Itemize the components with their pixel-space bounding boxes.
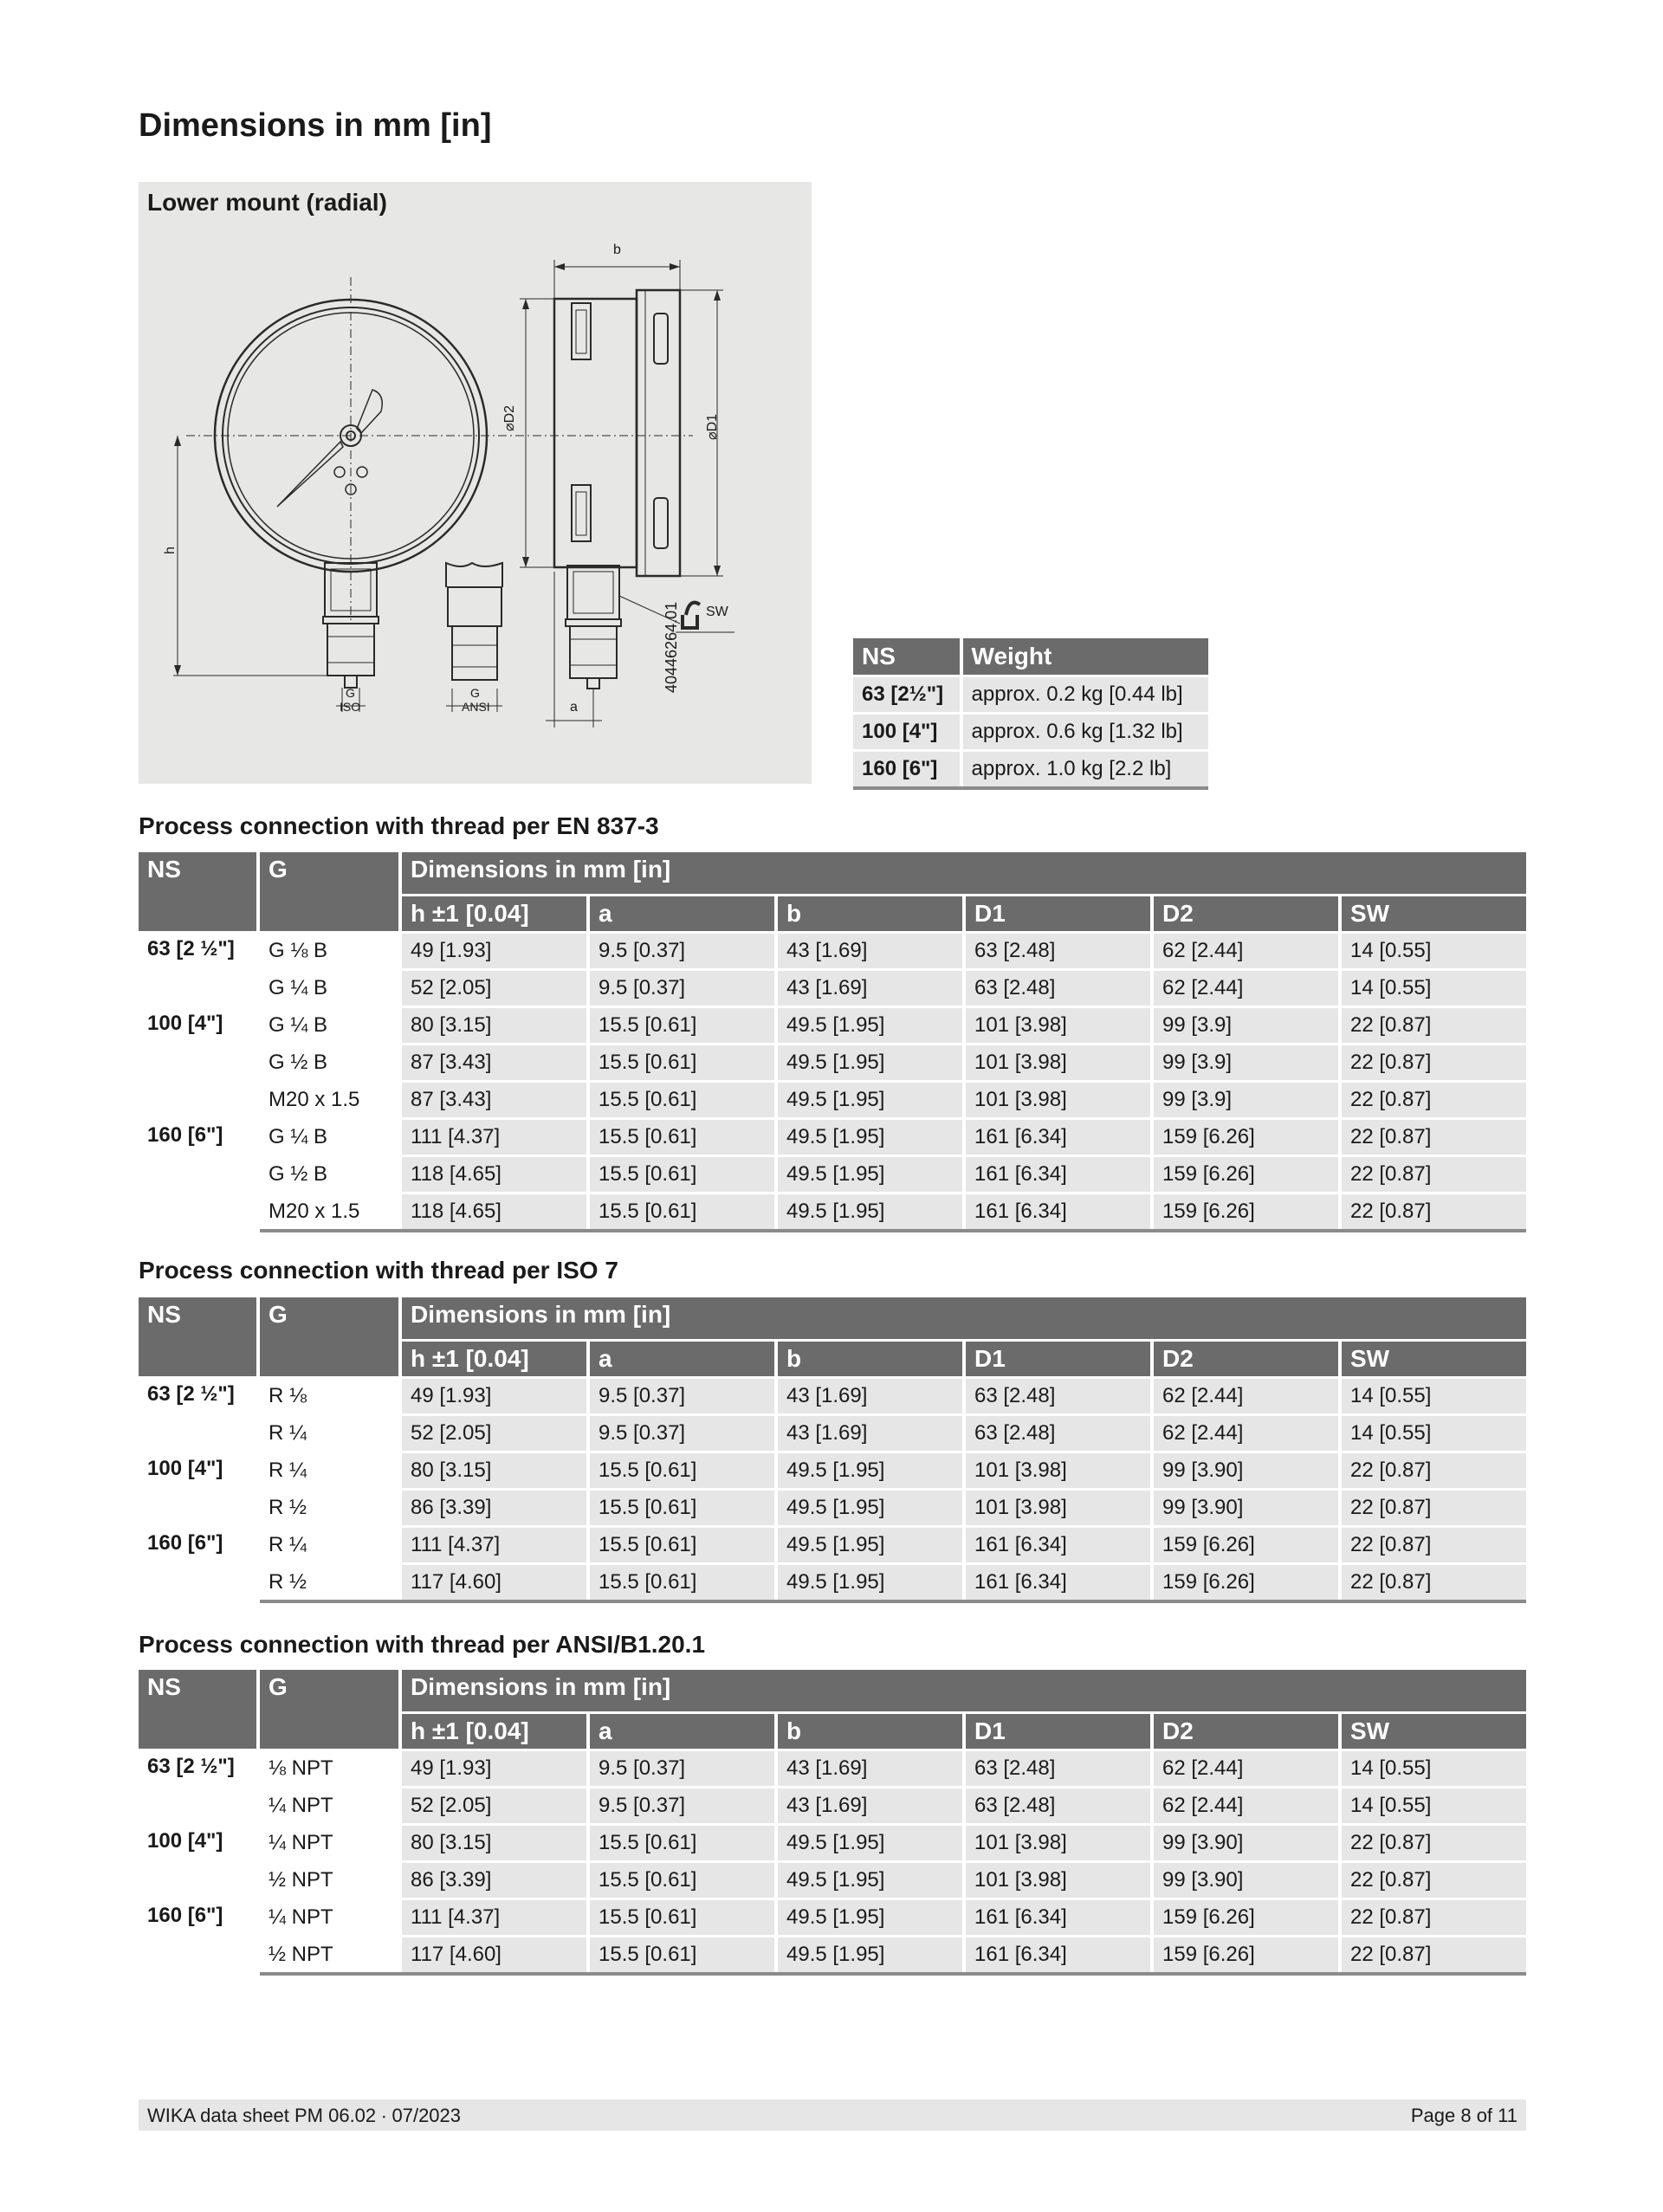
d2-cell: 159 [6.26] xyxy=(1152,1564,1340,1602)
label-d2: ⌀D2 xyxy=(502,404,517,431)
g-cell: ¼ NPT xyxy=(258,1788,400,1825)
table-row xyxy=(139,1193,1526,1232)
b-cell: 49.5 [1.95] xyxy=(776,1862,964,1899)
d2-cell: 99 [3.90] xyxy=(1152,1490,1340,1527)
g-cell: ½ NPT xyxy=(258,1862,400,1899)
ns-cell: 100 [4"] xyxy=(139,1452,258,1527)
d1-cell: 101 [3.98] xyxy=(964,1825,1152,1862)
d2-cell: 99 [3.90] xyxy=(1152,1825,1340,1862)
label-sw: SW xyxy=(706,605,728,619)
gauge-front-view xyxy=(173,277,693,712)
table-row xyxy=(139,1564,1526,1602)
ns-cell: 63 [2 ½"] xyxy=(139,933,258,1007)
table-row xyxy=(139,1490,1526,1527)
sw-cell: 22 [0.87] xyxy=(1340,1452,1526,1490)
b-cell: 49.5 [1.95] xyxy=(776,1527,964,1564)
table-row xyxy=(139,1007,1526,1045)
header-a: a xyxy=(588,896,776,933)
header-h: h ±1 [0.04] xyxy=(400,1713,588,1750)
label-h: h xyxy=(163,547,178,554)
header-g: G xyxy=(258,852,400,933)
h-cell: 80 [3.15] xyxy=(400,1007,588,1045)
section-title-iso7: Process connection with thread per ISO 7 xyxy=(139,1257,618,1284)
g-cell: G ½ B xyxy=(258,1156,400,1193)
h-cell: 111 [4.37] xyxy=(400,1527,588,1564)
b-cell: 43 [1.69] xyxy=(776,1378,964,1415)
b-cell: 49.5 [1.95] xyxy=(776,1119,964,1156)
d1-cell: 101 [3.98] xyxy=(964,1007,1152,1045)
table-row xyxy=(139,1788,1526,1825)
label-g-ansi: G xyxy=(470,686,480,700)
sw-cell: 22 [0.87] xyxy=(1340,1082,1526,1119)
d1-cell: 161 [6.34] xyxy=(964,1937,1152,1975)
ns-cell: 100 [4"] xyxy=(139,1007,258,1119)
sw-cell: 22 [0.87] xyxy=(1340,1193,1526,1232)
header-h: h ±1 [0.04] xyxy=(400,896,588,933)
dimension-table-iso7 xyxy=(139,1297,1526,1603)
label-a: a xyxy=(570,700,578,715)
h-cell: 118 [4.65] xyxy=(400,1193,588,1232)
a-cell: 15.5 [0.61] xyxy=(588,1452,776,1490)
d2-cell: 62 [2.44] xyxy=(1152,1415,1340,1452)
sw-cell: 22 [0.87] xyxy=(1340,1007,1526,1045)
weight-table xyxy=(853,638,1208,790)
weight-header-weight: Weight xyxy=(961,638,1208,676)
a-cell: 15.5 [0.61] xyxy=(588,1193,776,1232)
g-cell: M20 x 1.5 xyxy=(258,1193,400,1232)
weight-value: approx. 0.2 kg [0.44 lb] xyxy=(961,676,1208,714)
b-cell: 49.5 [1.95] xyxy=(776,1825,964,1862)
d2-cell: 99 [3.90] xyxy=(1152,1862,1340,1899)
a-cell: 15.5 [0.61] xyxy=(588,1937,776,1975)
sw-cell: 22 [0.87] xyxy=(1340,1045,1526,1082)
sw-cell: 22 [0.87] xyxy=(1340,1825,1526,1862)
table-row xyxy=(139,1825,1526,1862)
h-cell: 49 [1.93] xyxy=(400,933,588,970)
sw-cell: 14 [0.55] xyxy=(1340,933,1526,970)
g-cell: ¼ NPT xyxy=(258,1899,400,1937)
d2-cell: 99 [3.9] xyxy=(1152,1007,1340,1045)
gauge-side-view xyxy=(520,260,734,728)
ns-cell: 100 [4"] xyxy=(139,1825,258,1899)
sw-cell: 22 [0.87] xyxy=(1340,1899,1526,1937)
header-ns: NS xyxy=(139,1670,258,1750)
table-row xyxy=(139,970,1526,1007)
section-title-ansi: Process connection with thread per ANSI/B1.20.1 xyxy=(139,1631,706,1658)
d1-cell: 161 [6.34] xyxy=(964,1527,1152,1564)
footer-document-id: WIKA data sheet PM 06.02 ∙ 07/2023 xyxy=(147,2105,462,2126)
a-cell: 15.5 [0.61] xyxy=(588,1825,776,1862)
d1-cell: 63 [2.48] xyxy=(964,933,1152,970)
section-title-en837: Process connection with thread per EN 837-3 xyxy=(139,812,659,839)
d1-cell: 63 [2.48] xyxy=(964,1788,1152,1825)
g-cell: M20 x 1.5 xyxy=(258,1082,400,1119)
d1-cell: 63 [2.48] xyxy=(964,970,1152,1007)
header-b: b xyxy=(776,896,964,933)
sw-cell: 22 [0.87] xyxy=(1340,1119,1526,1156)
sw-cell: 22 [0.87] xyxy=(1340,1156,1526,1193)
h-cell: 117 [4.60] xyxy=(400,1937,588,1975)
h-cell: 87 [3.43] xyxy=(400,1045,588,1082)
weight-value: approx. 1.0 kg [2.2 lb] xyxy=(961,751,1208,789)
d2-cell: 62 [2.44] xyxy=(1152,1378,1340,1415)
dimension-table-en837 xyxy=(139,852,1526,1232)
table-row xyxy=(139,1452,1526,1490)
h-cell: 80 [3.15] xyxy=(400,1452,588,1490)
d1-cell: 101 [3.98] xyxy=(964,1082,1152,1119)
g-cell: R ½ xyxy=(258,1490,400,1527)
b-cell: 49.5 [1.95] xyxy=(776,1007,964,1045)
page-footer xyxy=(139,2099,1526,2131)
b-cell: 43 [1.69] xyxy=(776,1415,964,1452)
header-d2: D2 xyxy=(1152,1713,1340,1750)
g-cell: R ¼ xyxy=(258,1527,400,1564)
d1-cell: 161 [6.34] xyxy=(964,1119,1152,1156)
table-row xyxy=(139,1156,1526,1193)
a-cell: 15.5 [0.61] xyxy=(588,1862,776,1899)
weight-header-ns: NS xyxy=(853,638,961,676)
h-cell: 86 [3.39] xyxy=(400,1490,588,1527)
sw-cell: 22 [0.87] xyxy=(1340,1862,1526,1899)
d1-cell: 161 [6.34] xyxy=(964,1899,1152,1937)
table-row xyxy=(139,1862,1526,1899)
d2-cell: 62 [2.44] xyxy=(1152,1788,1340,1825)
d2-cell: 99 [3.9] xyxy=(1152,1082,1340,1119)
h-cell: 118 [4.65] xyxy=(400,1156,588,1193)
dimension-drawing xyxy=(139,182,812,784)
h-cell: 49 [1.93] xyxy=(400,1378,588,1415)
b-cell: 49.5 [1.95] xyxy=(776,1193,964,1232)
table-row xyxy=(853,714,1208,751)
b-cell: 49.5 [1.95] xyxy=(776,1899,964,1937)
table-row xyxy=(853,676,1208,714)
table-row xyxy=(853,751,1208,789)
header-d1: D1 xyxy=(964,1341,1152,1378)
b-cell: 43 [1.69] xyxy=(776,933,964,970)
h-cell: 86 [3.39] xyxy=(400,1862,588,1899)
header-dimensions: Dimensions in mm [in] xyxy=(400,852,1526,896)
b-cell: 43 [1.69] xyxy=(776,1750,964,1788)
sw-cell: 14 [0.55] xyxy=(1340,1415,1526,1452)
sw-cell: 22 [0.87] xyxy=(1340,1527,1526,1564)
a-cell: 9.5 [0.37] xyxy=(588,1378,776,1415)
weight-value: approx. 0.6 kg [1.32 lb] xyxy=(961,714,1208,751)
label-b: b xyxy=(613,243,621,257)
g-cell: R ⅛ xyxy=(258,1378,400,1415)
table-row xyxy=(139,1119,1526,1156)
b-cell: 49.5 [1.95] xyxy=(776,1082,964,1119)
d2-cell: 99 [3.9] xyxy=(1152,1045,1340,1082)
d1-cell: 101 [3.98] xyxy=(964,1452,1152,1490)
table-row xyxy=(139,1527,1526,1564)
sw-cell: 22 [0.87] xyxy=(1340,1937,1526,1975)
d2-cell: 159 [6.26] xyxy=(1152,1899,1340,1937)
b-cell: 49.5 [1.95] xyxy=(776,1564,964,1602)
ns-cell: 160 [6"] xyxy=(139,1527,258,1602)
a-cell: 9.5 [0.37] xyxy=(588,1750,776,1788)
d2-cell: 62 [2.44] xyxy=(1152,1750,1340,1788)
table-row xyxy=(139,1378,1526,1415)
a-cell: 15.5 [0.61] xyxy=(588,1490,776,1527)
b-cell: 43 [1.69] xyxy=(776,1788,964,1825)
label-ansi: ANSI xyxy=(462,700,490,714)
d2-cell: 159 [6.26] xyxy=(1152,1937,1340,1975)
label-g-iso: G xyxy=(346,686,355,700)
h-cell: 52 [2.05] xyxy=(400,1788,588,1825)
header-g: G xyxy=(258,1297,400,1378)
page-title: Dimensions in mm [in] xyxy=(139,107,492,144)
table-row xyxy=(139,1415,1526,1452)
b-cell: 43 [1.69] xyxy=(776,970,964,1007)
drawing-number: 40446264.01 xyxy=(663,601,680,693)
d1-cell: 161 [6.34] xyxy=(964,1564,1152,1602)
table-row xyxy=(139,1045,1526,1082)
header-sw: SW xyxy=(1340,1341,1526,1378)
ns-cell: 160 [6"] xyxy=(139,1119,258,1232)
figure-title: Lower mount (radial) xyxy=(147,189,387,216)
header-dimensions: Dimensions in mm [in] xyxy=(400,1670,1526,1713)
h-cell: 49 [1.93] xyxy=(400,1750,588,1788)
a-cell: 9.5 [0.37] xyxy=(588,1788,776,1825)
header-ns: NS xyxy=(139,852,258,933)
d1-cell: 101 [3.98] xyxy=(964,1490,1152,1527)
header-d1: D1 xyxy=(964,1713,1152,1750)
g-cell: G ⅛ B xyxy=(258,933,400,970)
h-cell: 52 [2.05] xyxy=(400,1415,588,1452)
table-row xyxy=(139,1750,1526,1788)
b-cell: 49.5 [1.95] xyxy=(776,1452,964,1490)
b-cell: 49.5 [1.95] xyxy=(776,1045,964,1082)
g-cell: R ¼ xyxy=(258,1452,400,1490)
b-cell: 49.5 [1.95] xyxy=(776,1156,964,1193)
b-cell: 49.5 [1.95] xyxy=(776,1490,964,1527)
d2-cell: 159 [6.26] xyxy=(1152,1156,1340,1193)
d1-cell: 161 [6.34] xyxy=(964,1156,1152,1193)
b-cell: 49.5 [1.95] xyxy=(776,1937,964,1975)
d2-cell: 99 [3.90] xyxy=(1152,1452,1340,1490)
a-cell: 15.5 [0.61] xyxy=(588,1082,776,1119)
table-row xyxy=(139,1899,1526,1937)
table-row xyxy=(139,933,1526,970)
h-cell: 111 [4.37] xyxy=(400,1899,588,1937)
label-iso: ISO xyxy=(340,700,361,714)
h-cell: 117 [4.60] xyxy=(400,1564,588,1602)
d1-cell: 63 [2.48] xyxy=(964,1750,1152,1788)
d1-cell: 101 [3.98] xyxy=(964,1045,1152,1082)
d1-cell: 161 [6.34] xyxy=(964,1193,1152,1232)
header-sw: SW xyxy=(1340,896,1526,933)
header-a: a xyxy=(588,1341,776,1378)
ns-cell: 63 [2 ½"] xyxy=(139,1378,258,1452)
sw-cell: 14 [0.55] xyxy=(1340,1378,1526,1415)
header-sw: SW xyxy=(1340,1713,1526,1750)
header-d2: D2 xyxy=(1152,1341,1340,1378)
a-cell: 9.5 [0.37] xyxy=(588,933,776,970)
a-cell: 9.5 [0.37] xyxy=(588,1415,776,1452)
g-cell: G ¼ B xyxy=(258,970,400,1007)
ns-cell: 63 [2 ½"] xyxy=(139,1750,258,1825)
header-b: b xyxy=(776,1713,964,1750)
header-a: a xyxy=(588,1713,776,1750)
a-cell: 15.5 [0.61] xyxy=(588,1119,776,1156)
ns-cell: 160 [6"] xyxy=(139,1899,258,1975)
h-cell: 111 [4.37] xyxy=(400,1119,588,1156)
sw-cell: 14 [0.55] xyxy=(1340,1750,1526,1788)
g-cell: G ½ B xyxy=(258,1045,400,1082)
d2-cell: 62 [2.44] xyxy=(1152,933,1340,970)
a-cell: 15.5 [0.61] xyxy=(588,1156,776,1193)
header-ns: NS xyxy=(139,1297,258,1378)
d2-cell: 159 [6.26] xyxy=(1152,1527,1340,1564)
sw-cell: 14 [0.55] xyxy=(1340,970,1526,1007)
footer-page-number: Page 8 of 11 xyxy=(1410,2105,1517,2126)
d2-cell: 62 [2.44] xyxy=(1152,970,1340,1007)
a-cell: 15.5 [0.61] xyxy=(588,1045,776,1082)
header-g: G xyxy=(258,1670,400,1750)
g-cell: ¼ NPT xyxy=(258,1825,400,1862)
d2-cell: 159 [6.26] xyxy=(1152,1119,1340,1156)
d1-cell: 63 [2.48] xyxy=(964,1415,1152,1452)
g-cell: ⅛ NPT xyxy=(258,1750,400,1788)
weight-ns: 63 [2½"] xyxy=(853,676,961,714)
a-cell: 15.5 [0.61] xyxy=(588,1007,776,1045)
g-cell: ½ NPT xyxy=(258,1937,400,1975)
table-row xyxy=(139,1082,1526,1119)
header-dimensions: Dimensions in mm [in] xyxy=(400,1297,1526,1341)
g-cell: G ¼ B xyxy=(258,1007,400,1045)
h-cell: 52 [2.05] xyxy=(400,970,588,1007)
dimension-table-ansi xyxy=(139,1670,1526,1976)
a-cell: 15.5 [0.61] xyxy=(588,1527,776,1564)
a-cell: 15.5 [0.61] xyxy=(588,1899,776,1937)
weight-ns: 100 [4"] xyxy=(853,714,961,751)
sw-cell: 14 [0.55] xyxy=(1340,1788,1526,1825)
weight-ns: 160 [6"] xyxy=(853,751,961,789)
a-cell: 15.5 [0.61] xyxy=(588,1564,776,1602)
g-cell: R ¼ xyxy=(258,1415,400,1452)
g-cell: R ½ xyxy=(258,1564,400,1602)
d1-cell: 63 [2.48] xyxy=(964,1378,1152,1415)
sw-cell: 22 [0.87] xyxy=(1340,1490,1526,1527)
g-cell: G ¼ B xyxy=(258,1119,400,1156)
table-row xyxy=(139,1937,1526,1975)
sw-cell: 22 [0.87] xyxy=(1340,1564,1526,1602)
header-d2: D2 xyxy=(1152,896,1340,933)
label-d1: ⌀D1 xyxy=(705,413,720,440)
header-h: h ±1 [0.04] xyxy=(400,1341,588,1378)
header-d1: D1 xyxy=(964,896,1152,933)
a-cell: 9.5 [0.37] xyxy=(588,970,776,1007)
header-b: b xyxy=(776,1341,964,1378)
h-cell: 80 [3.15] xyxy=(400,1825,588,1862)
d1-cell: 101 [3.98] xyxy=(964,1862,1152,1899)
d2-cell: 159 [6.26] xyxy=(1152,1193,1340,1232)
h-cell: 87 [3.43] xyxy=(400,1082,588,1119)
